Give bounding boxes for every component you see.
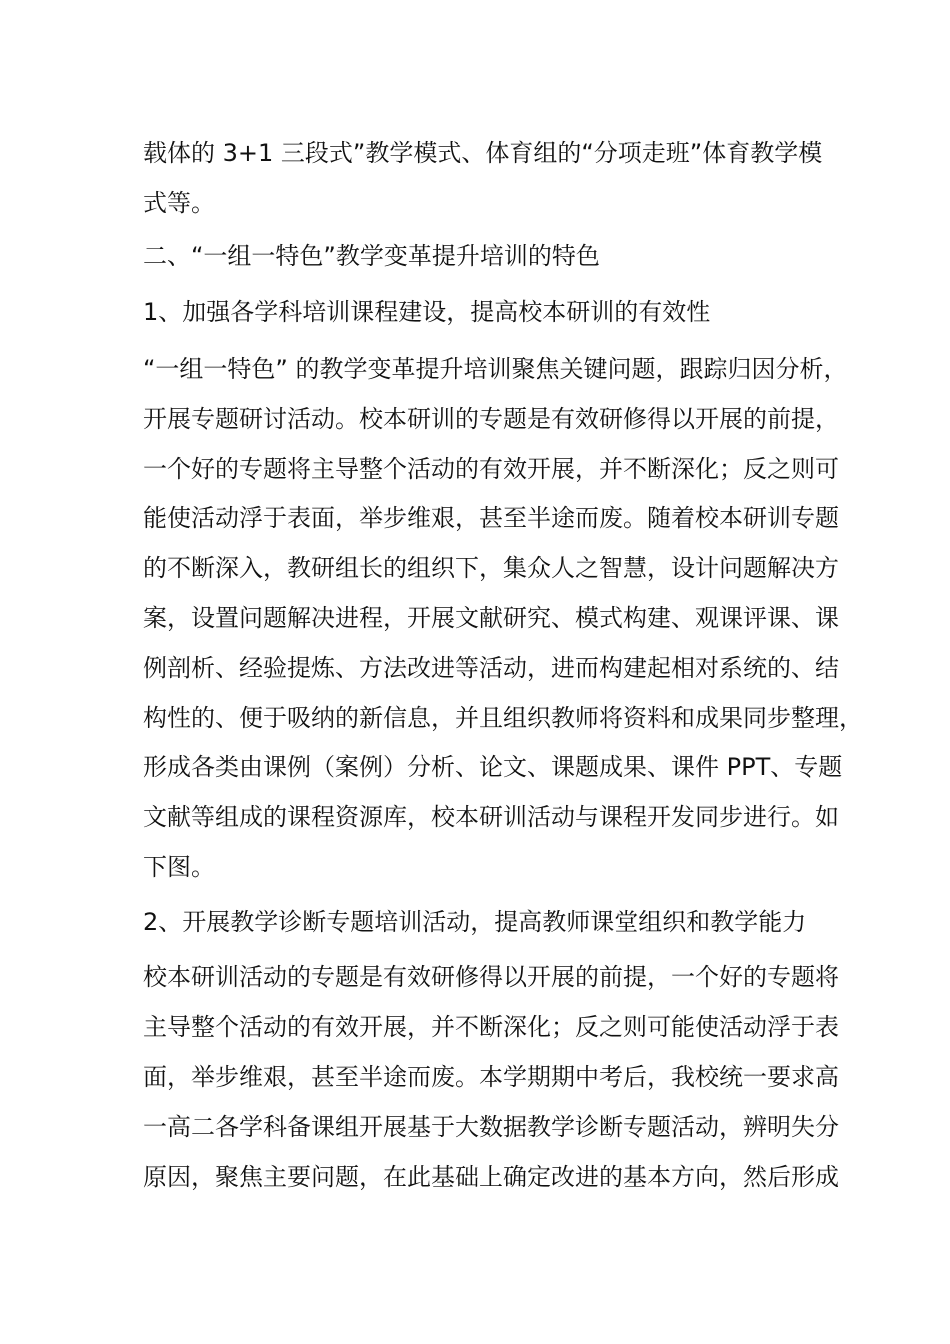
text-line: 开展专题研讨活动。校本研训的专题是有效研修得以开展的前提， [143, 405, 839, 433]
text-line: 主导整个活动的有效开展，并不断深化；反之则可能使活动浮于表 [143, 1013, 839, 1041]
text-line: “一组一特色” 的教学变革提升培训聚焦关键问题，跟踪归因分析， [143, 355, 848, 383]
text-line: 式等。 [143, 189, 215, 217]
text-line: 能使活动浮于表面，举步维艰，甚至半途而废。随着校本研训专题 [143, 504, 839, 532]
text-line: 形成各类由课例（案例）分析、论文、课题成果、课件 PPT、专题 [143, 753, 843, 781]
text-line: 载体的 3+1 三段式”教学模式、体育组的“分项走班”体育教学模 [143, 139, 823, 167]
text-line: 构性的、便于吸纳的新信息，并且组织教师将资料和成果同步整理， [143, 704, 863, 732]
section-heading: 二、“一组一特色”教学变革提升培训的特色 [143, 242, 600, 270]
text-line: 文献等组成的课程资源库，校本研训活动与课程开发同步进行。如 [143, 803, 839, 831]
text-line: 一高二各学科备课组开展基于大数据教学诊断专题活动，辨明失分 [143, 1113, 839, 1141]
text-line: 的不断深入，教研组长的组织下，集众人之智慧，设计问题解决方 [143, 554, 839, 582]
text-line: 下图。 [143, 853, 215, 881]
text-line: 例剖析、经验提炼、方法改进等活动，进而构建起相对系统的、结 [143, 654, 839, 682]
text-line: 原因，聚焦主要问题，在此基础上确定改进的基本方向，然后形成 [143, 1163, 839, 1191]
subsection-heading: 1、加强各学科培训课程建设，提高校本研训的有效性 [143, 298, 711, 326]
text-line: 面，举步维艰，甚至半途而废。本学期期中考后，我校统一要求高 [143, 1063, 839, 1091]
text-line: 一个好的专题将主导整个活动的有效开展，并不断深化；反之则可 [143, 455, 839, 483]
subsection-heading: 2、开展教学诊断专题培训活动，提高教师课堂组织和教学能力 [143, 908, 807, 936]
text-line: 案，设置问题解决进程，开展文献研究、模式构建、观课评课、课 [143, 604, 839, 632]
text-line: 校本研训活动的专题是有效研修得以开展的前提，一个好的专题将 [143, 963, 839, 991]
